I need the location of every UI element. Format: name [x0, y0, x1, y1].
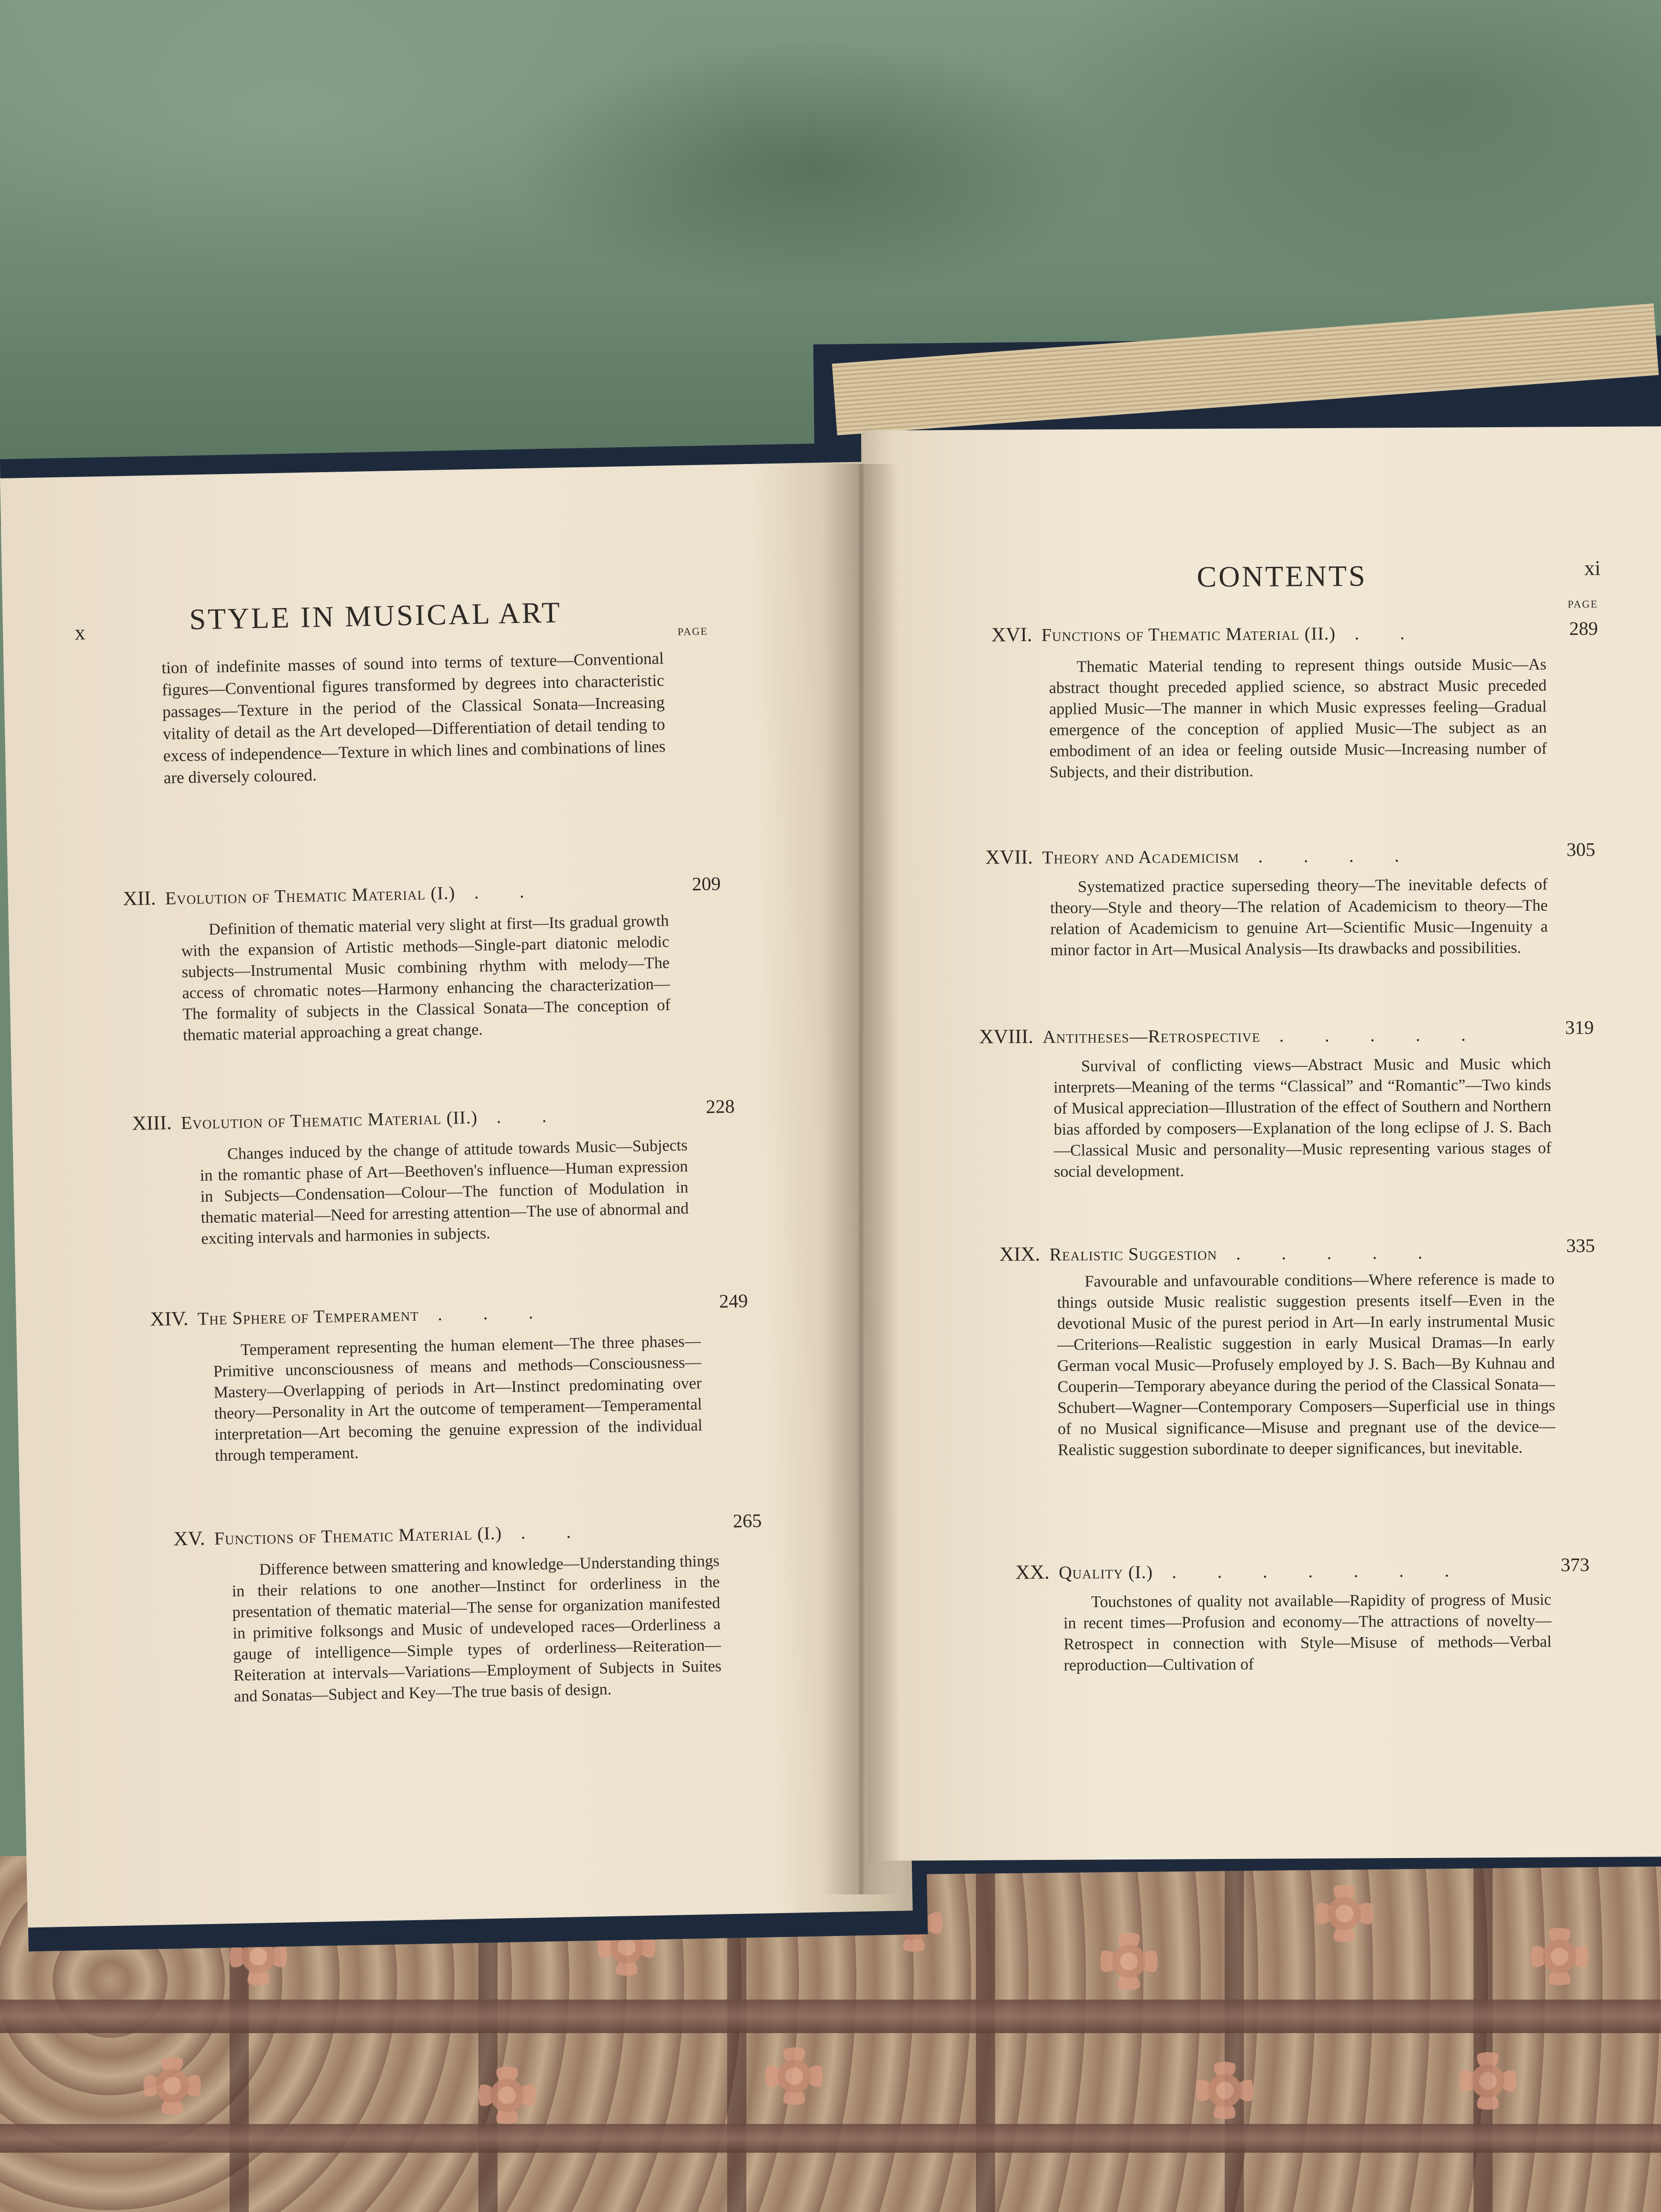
toc-entry-heading: XVI. Functions of Thematic Material (II.) . . — [991, 623, 1423, 646]
toc-page-number: 373 — [1561, 1554, 1590, 1576]
flower-motif — [1531, 1928, 1588, 1985]
toc-entry-summary: Definition of thematic material very slight at first—Its gradual growth with the expansion of Artistic methods—Single-part diatonic melodic subjects—Instrumental Music combining rhythm with melody—The access of chromatic notes—Harmony enhancing the characterization—The formality of subjects in the Classical Sonata—The conception of thematic material approaching a great change. — [181, 912, 671, 1044]
toc-page-number: 305 — [1566, 838, 1595, 861]
book-gutter — [823, 464, 899, 1894]
toc-page-number: 265 — [732, 1509, 762, 1532]
toc-entry-summary: Touchstones of quality not available—Rapidity of progress of Music in recent times—Profusion and economy—The attractions of novelty—Retrospect in connection with Style—Misuse of methods—Verbal reproduction—Cultivation of — [1063, 1591, 1552, 1674]
toc-page-number: 209 — [692, 873, 721, 895]
right-page — [861, 426, 1661, 1861]
toc-page-number: 249 — [719, 1290, 748, 1312]
page-column-label-right: PAGE — [1567, 597, 1598, 610]
toc-entry-heading: XVII. Theory and Academicism . . . . — [985, 845, 1417, 869]
toc-entry-heading: XX. Quality (I.) . . . . . . . — [1015, 1560, 1468, 1584]
toc-entry-summary: Favourable and unfavourable conditions—Where reference is made to things outside Music realistic suggestion presents itself—Even in the devotional Music of the purest period in Art—In early instrumental Music—Criterions—Realistic suggestion in early Musical Dramas—In early German vocal Music—Profusely employed by J. S. Bach—By Kuhnau and Couperin—Temporary abeyance during the period of the Classical Sonata—Schubert—Wagner—Contemporary Composers—Superficial use in things of no Musical significance—Misuse and pregnant use of the device—Realistic suggestion subordinate to deeper significances, but inevitable. — [1057, 1270, 1556, 1459]
toc-entry-summary: Temperament representing the human element—The three phases—Primitive unconsciousness of means and methods—Consciousness—Mastery—Overlapping of periods in Art—Instinct predominating over theory—Personality in Art the outcome of temperament—Temperamental interpretation—Art becoming the genuine expression of the individual through temperament. — [213, 1332, 703, 1465]
flower-motif — [1196, 2062, 1253, 2119]
running-head-left: STYLE IN MUSICAL ART — [189, 596, 562, 636]
toc-entry-summary: Difference between smattering and knowledge—Understanding things in their relations to one another—Instinct for orderliness in the presentation of thematic material—The sense for organization manifested in primitive folksongs and Music of undeveloped races—Orderliness a gauge of intelligence—Simple types of orderliness—Reiteration—Reiteration at intervals—Variations—Employment of Subjects in Suites and Sonatas—Subject and Key—The true basis of design. — [232, 1552, 722, 1706]
toc-entry-heading: XIX. Realistic Suggestion . . . . . — [999, 1242, 1441, 1266]
toc-entry-heading: XV. Functions of Thematic Material (I.) . . — [173, 1521, 589, 1550]
flower-motif — [1100, 1933, 1158, 1990]
flower-motif — [1316, 1885, 1373, 1942]
page-column-label-left: PAGE — [677, 625, 709, 638]
running-head-right: CONTENTS — [1196, 560, 1367, 594]
toc-entry-summary: Systematized practice superseding theory—The inevitable defects of theory—Style and theory—The relation of Academicism to theory—The relation of Academicism to genuine Art—Scientific Music—Ingenuity a minor factor in Art—Musical Analysis—Its drawbacks and possibilities. — [1050, 875, 1548, 959]
folio-left: x — [74, 620, 86, 645]
left-page — [0, 461, 913, 1927]
toc-entry-summary: Changes induced by the change of attitude towards Music—Subjects in the romantic phase of Art—Beethoven's influence—Human expression in Subjects—Condensation—Colour—The function of Modulation in thematic material—Need for arresting attention—The use of abnormal and exciting intervals and harmonies in subjects. — [199, 1136, 689, 1248]
toc-entry-summary: Thematic Material tending to represent things outside Music—As abstract thought preceded applied science, so abstract Music preceded applied Music—The manner in which Music expresses feeling—Gradual emergence of the conception of applied Music—The subject as an embodiment of an idea or feeling outside Music—Increasing number of Subjects, and their distribution. — [1049, 655, 1547, 781]
toc-entry-heading: XIV. The Sphere of Temperament . . . — [150, 1302, 552, 1331]
toc-page-number: 319 — [1565, 1016, 1594, 1039]
toc-page-number: 228 — [706, 1095, 735, 1117]
folio-right: xi — [1584, 556, 1601, 580]
continued-summary-text: tion of indefinite masses of sound into terms of texture—Conventional figures—Conventional figures transformed by degrees into characteristic passages—Texture in the period of the Classical Sonata—Increasing vitality of detail as the Art developed—Differentiation of detail tending to excess of independence—Texture in which lines and combinations of lines are diversely coloured. — [161, 649, 666, 787]
flower-motif — [1459, 2052, 1517, 2110]
flower-motif — [144, 2057, 201, 2114]
toc-page-number: 289 — [1569, 617, 1598, 640]
flower-motif — [478, 2067, 536, 2124]
toc-entry-heading: XII. Evolution of Thematic Material (I.) . . — [122, 881, 543, 910]
flower-motif — [765, 2047, 823, 2105]
toc-entry-heading: XVIII. Antitheses—Retrospective . . . . . — [979, 1025, 1484, 1048]
toc-entry-heading: XIII. Evolution of Thematic Material (II.) . . — [132, 1106, 565, 1135]
toc-page-number: 335 — [1566, 1234, 1595, 1257]
toc-entry-summary: Survival of conflicting views—Abstract Music and Music which interprets—Meaning of the terms “Classical” and “Romantic”—Two kinds of Musical appreciation—Illustration of the effect of Southern and Northern bias afforded by composers—Explanation of the long eclipse of J. S. Bach—Classical Music and personality—Music representing various stages of social development. — [1053, 1055, 1551, 1181]
